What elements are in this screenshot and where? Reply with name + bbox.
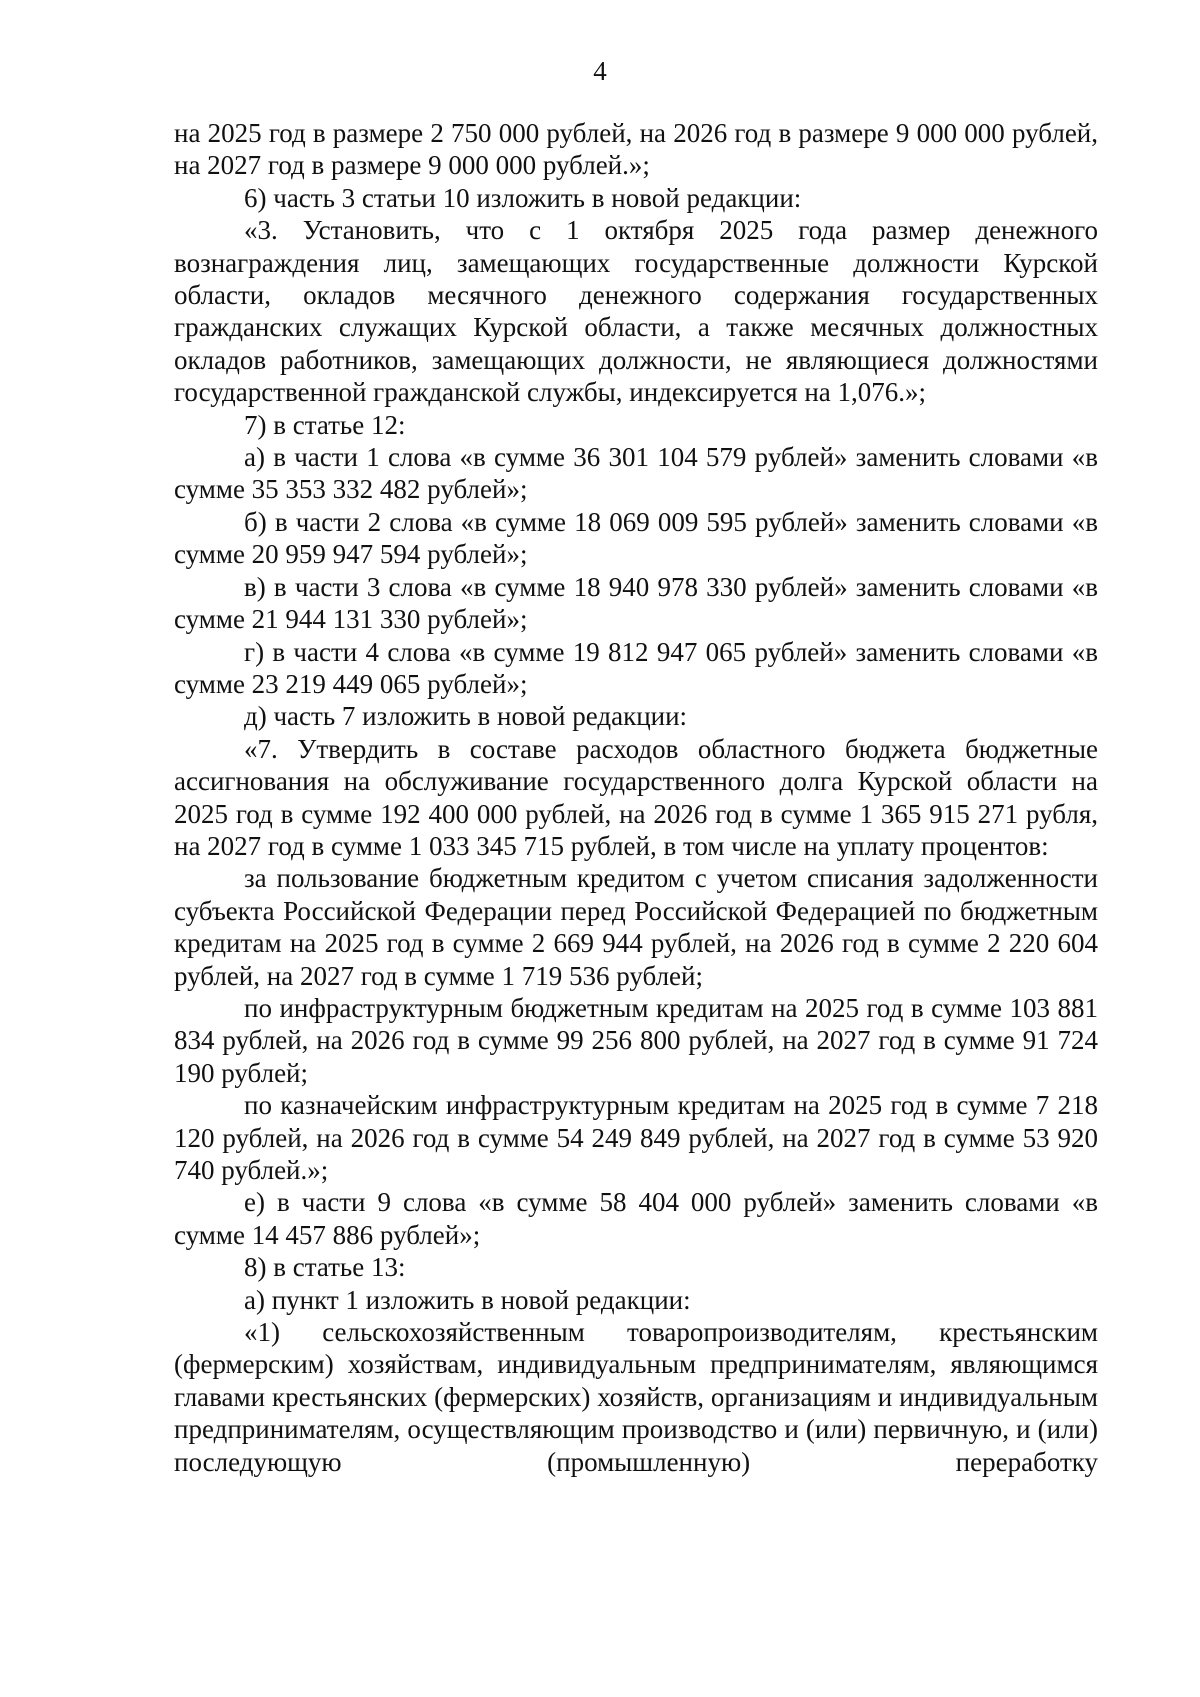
paragraph-continuation: на 2025 год в размере 2 750 000 рублей, на 2026 год в размере 9 000 000 рублей, на 2027 год в размере 9 000 000 рублей.»; xyxy=(174,118,1098,181)
paragraph-quote-point-1: «1) сельскохозяйственным товаропроизводителям, крестьянским (фермерским) хозяйствам, индивидуальным предпринимателям, являющимся главами крестьянских (фермерских) хозяйств, организациям и индивидуальным предпринимателям, осуществляющим производство и (или) первичную, и (или) последующую (промышленную) переработку xyxy=(174,1317,1098,1477)
paragraph-quote-part-7: «7. Утвердить в составе расходов областного бюджета бюджетные ассигнования на обслуживание государственного долга Курской области на 2025 год в сумме 192 400 000 рублей, на 2026 год в сумме 1 365 915 271 рубля, на 2027 год в сумме 1 033 345 715 рублей, в том числе на уплату процентов: xyxy=(174,733,1098,861)
document-body xyxy=(174,117,1098,1478)
page-number: 4 xyxy=(593,56,607,86)
paragraph-interest-budget-credit: за пользование бюджетным кредитом с учетом списания задолженности субъекта Российской Федерации перед Российской Федерацией по бюджетным кредитам на 2025 год в сумме 2 669 944 рублей, на 2026 год в сумме 2 220 604 рублей, на 2027 год в сумме 1 719 536 рублей; xyxy=(174,863,1098,991)
paragraph-subitem-b: б) в части 2 слова «в сумме 18 069 009 595 рублей» заменить словами «в сумме 20 959 947 594 рублей»; xyxy=(174,506,1098,570)
paragraph-interest-treasury-credits: по казначейским инфраструктурным кредитам на 2025 год в сумме 7 218 120 рублей, на 2026 год в сумме 54 249 849 рублей, на 2027 год в сумме 53 920 740 рублей.»; xyxy=(174,1090,1098,1185)
paragraph-subitem-a-2: а) пункт 1 изложить в новой редакции: xyxy=(244,1284,691,1315)
paragraph-subitem-g: г) в части 4 слова «в сумме 19 812 947 065 рублей» заменить словами «в сумме 23 219 449 065 рублей»; xyxy=(174,636,1098,699)
paragraph-subitem-e: е) в части 9 слова «в сумме 58 404 000 рублей» заменить словами «в сумме 14 457 886 рублей»; xyxy=(174,1187,1098,1250)
paragraph-item-6: 6) часть 3 статьи 10 изложить в новой редакции: xyxy=(244,182,802,213)
paragraph-item-8: 8) в статье 13: xyxy=(244,1252,406,1283)
paragraph-item-7: 7) в статье 12: xyxy=(244,409,406,440)
paragraph-subitem-d: д) часть 7 изложить в новой редакции: xyxy=(244,701,688,732)
paragraph-subitem-v: в) в части 3 слова «в сумме 18 940 978 330 рублей» заменить словами «в сумме 21 944 131 330 рублей»; xyxy=(174,571,1098,635)
paragraph-quote-part-3: «3. Установить, что с 1 октября 2025 года размер денежного вознаграждения лиц, замещающих государственные должности Курской области, окладов месячного денежного содержания государственных гражданских служащих Курской области, а также месячных должностных окладов работников, замещающих должности, не являющиеся должностями государственной гражданской службы, индексируется на 1,076.»; xyxy=(174,215,1098,408)
paragraph-interest-infrastructure-credits: по инфраструктурным бюджетным кредитам на 2025 год в сумме 103 881 834 рублей, на 2026 год в сумме 99 256 800 рублей, на 2027 год в сумме 91 724 190 рублей; xyxy=(174,992,1098,1088)
paragraph-subitem-a: а) в части 1 слова «в сумме 36 301 104 579 рублей» заменить словами «в сумме 35 353 332 482 рублей»; xyxy=(174,442,1098,505)
